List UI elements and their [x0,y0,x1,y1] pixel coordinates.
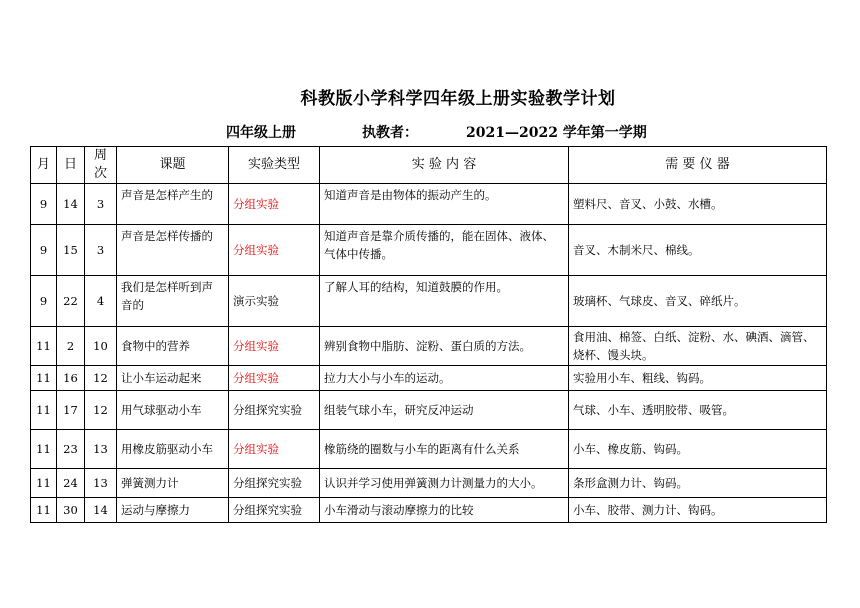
table-row [31,184,827,225]
header-type: 实验类型 [229,147,320,184]
cell-topic: 声音是怎样产生的 [117,184,229,225]
cell-day: 15 [57,225,85,276]
cell-type: 分组实验 [229,225,320,276]
cell-equipment: 实验用小车、粗线、钩码。 [569,366,827,391]
cell-day: 23 [57,430,85,469]
cell-month: 11 [31,430,57,469]
table-row [31,327,827,366]
cell-equipment: 塑料尺、音叉、小鼓、水槽。 [569,184,827,225]
cell-equipment: 玻璃杯、气球皮、音叉、碎纸片。 [569,276,827,327]
cell-week: 14 [85,498,117,523]
cell-equipment: 食用油、棉签、白纸、淀粉、水、碘酒、滴管、烧杯、馒头块。 [569,327,827,366]
header-week: 周次 [85,147,117,184]
cell-content: 了解人耳的结构，知道鼓膜的作用。 [320,276,569,327]
cell-topic: 食物中的营养 [117,327,229,366]
cell-content: 组装气球小车，研究反冲运动 [320,391,569,430]
cell-content: 知道声音是靠介质传播的，能在固体、液体、气体中传播。 [320,225,569,276]
cell-day: 2 [57,327,85,366]
table-row [31,225,827,276]
cell-topic: 用气球驱动小车 [117,391,229,430]
cell-week: 3 [85,184,117,225]
cell-content: 认识并学习使用弹簧测力计测量力的大小。 [320,469,569,498]
cell-equipment: 音叉、木制米尺、棉线。 [569,225,827,276]
cell-type: 分组探究实验 [229,469,320,498]
cell-topic: 让小车运动起来 [117,366,229,391]
cell-week: 12 [85,391,117,430]
table-row [31,276,827,327]
cell-type: 分组实验 [229,430,320,469]
cell-topic: 运动与摩擦力 [117,498,229,523]
header-equipment: 需 要 仪 器 [569,147,827,184]
cell-equipment: 小车、胶带、测力计、钩码。 [569,498,827,523]
teacher-label: 执教者： [362,125,418,141]
cell-day: 16 [57,366,85,391]
cell-month: 9 [31,184,57,225]
cell-day: 30 [57,498,85,523]
cell-day: 22 [57,276,85,327]
cell-month: 9 [31,276,57,327]
cell-day: 24 [57,469,85,498]
cell-type: 分组实验 [229,366,320,391]
cell-week: 12 [85,366,117,391]
header-month: 月 [31,147,57,184]
table-row [31,391,827,430]
cell-type: 分组实验 [229,184,320,225]
table-header-row [31,147,827,184]
cell-equipment: 小车、橡皮筋、钩码。 [569,430,827,469]
table-row [31,498,827,523]
cell-equipment: 条形盒测力计、钩码。 [569,469,827,498]
header-content: 实 验 内 容 [320,147,569,184]
page-title: 科教版小学科学四年级上册实验教学计划 [300,89,616,109]
grade-label: 四年级上册 [226,125,296,141]
cell-equipment: 气球、小车、透明胶带、吸管。 [569,391,827,430]
table-row [31,366,827,391]
cell-topic: 用橡皮筋驱动小车 [117,430,229,469]
cell-month: 11 [31,391,57,430]
cell-month: 11 [31,327,57,366]
cell-topic: 弹簧测力计 [117,469,229,498]
cell-type: 演示实验 [229,276,320,327]
cell-day: 17 [57,391,85,430]
cell-content: 拉力大小与小车的运动。 [320,366,569,391]
cell-month: 11 [31,366,57,391]
cell-month: 9 [31,225,57,276]
cell-week: 4 [85,276,117,327]
experiment-plan-table [30,146,827,523]
cell-content: 小车滑动与滚动摩擦力的比较 [320,498,569,523]
cell-content: 知道声音是由物体的振动产生的。 [320,184,569,225]
cell-month: 11 [31,498,57,523]
cell-topic: 声音是怎样传播的 [117,225,229,276]
cell-week: 13 [85,469,117,498]
cell-type: 分组探究实验 [229,498,320,523]
header-day: 日 [57,147,85,184]
table-row [31,430,827,469]
cell-content: 橡筋绕的圈数与小车的距离有什么关系 [320,430,569,469]
cell-type: 分组探究实验 [229,391,320,430]
cell-content: 辨别食物中脂肪、淀粉、蛋白质的方法。 [320,327,569,366]
cell-type: 分组实验 [229,327,320,366]
cell-week: 3 [85,225,117,276]
cell-day: 14 [57,184,85,225]
cell-topic: 我们是怎样听到声音的 [117,276,229,327]
school-year-label: 2021—2022 学年第一学期 [466,125,647,141]
cell-week: 13 [85,430,117,469]
cell-month: 11 [31,469,57,498]
table-row [31,469,827,498]
header-topic: 课题 [117,147,229,184]
cell-week: 10 [85,327,117,366]
